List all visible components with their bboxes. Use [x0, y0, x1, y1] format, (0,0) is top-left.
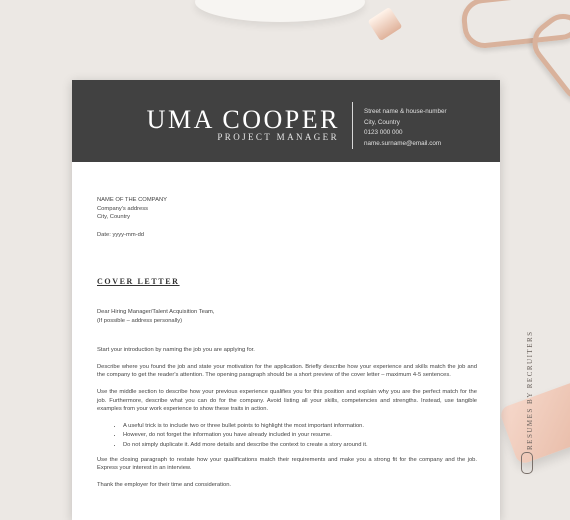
recipient-block: [97, 196, 475, 239]
contact-block: [364, 107, 447, 149]
header-divider: [352, 102, 353, 149]
background-object: [195, 0, 365, 22]
contact-city: City, Country: [364, 118, 400, 126]
salutation-note: (If possible – address personally): [97, 317, 183, 324]
recipient-city: City, Country: [97, 214, 131, 221]
list-item: • A useful trick is to include two or three bullet points to highlight the most important information.: [123, 422, 477, 431]
letter-body: [97, 308, 477, 493]
salutation: Dear Hiring Manager/Talent Acquisition Team,: [97, 309, 215, 315]
list-item: • Do not simply duplicate it. Add more details and describe the context to create a story around it.: [123, 441, 477, 450]
applicant-name: UMA COOPER: [146, 105, 340, 134]
contact-phone: 0123 000 000: [364, 129, 403, 137]
applicant-role: PROJECT MANAGER: [217, 132, 339, 142]
intro-paragraph: Start your introduction by naming the job you are applying for.: [97, 347, 255, 354]
recipient-address: Company's address: [97, 205, 149, 212]
cover-letter-page: [72, 80, 500, 520]
pen-ring: [368, 7, 403, 41]
brand-watermark: RESUMES BY RECRUITERS: [526, 330, 534, 450]
list-item: • However, do not forget the information you have already included in your resume.: [123, 431, 477, 440]
contact-street: Street name & house-number: [364, 108, 447, 115]
contact-email: name.surname@email.com: [364, 139, 442, 147]
letter-title: COVER LETTER: [97, 277, 180, 286]
header-bar: [72, 80, 500, 162]
letter-date: Date: yyyy-mm-dd: [97, 231, 145, 238]
recipient-company: NAME OF THE COMPANY: [97, 197, 167, 203]
middle-paragraph: Use the middle section to describe how your previous experience qualifies you for this position and explain why you are the perfect match for the job. Furthermore, describe what you can do for the company. Avoid listing all your skills, competencies and strengths. Instead, use tangible examples from your work experience to show these traits in action.: [97, 388, 477, 413]
bullet-list: [97, 422, 477, 450]
closing-paragraph: Use the closing paragraph to restate how your qualifications match their requirements and make you a strong fit for the company and the job. Express your interest in an interview.: [97, 456, 477, 472]
brand-logo-icon: [521, 452, 533, 474]
pink-eraser: [498, 378, 570, 465]
opening-paragraph: Describe where you found the job and state your motivation for the application. Briefly describe how your experience and skills match the job and the company to get the reader's attention. The opening paragraph should be a short preview of the cover letter – maximum 4-5 sentences.: [97, 363, 477, 379]
thank-you-line: Thank the employer for their time and consideration.: [97, 481, 232, 488]
